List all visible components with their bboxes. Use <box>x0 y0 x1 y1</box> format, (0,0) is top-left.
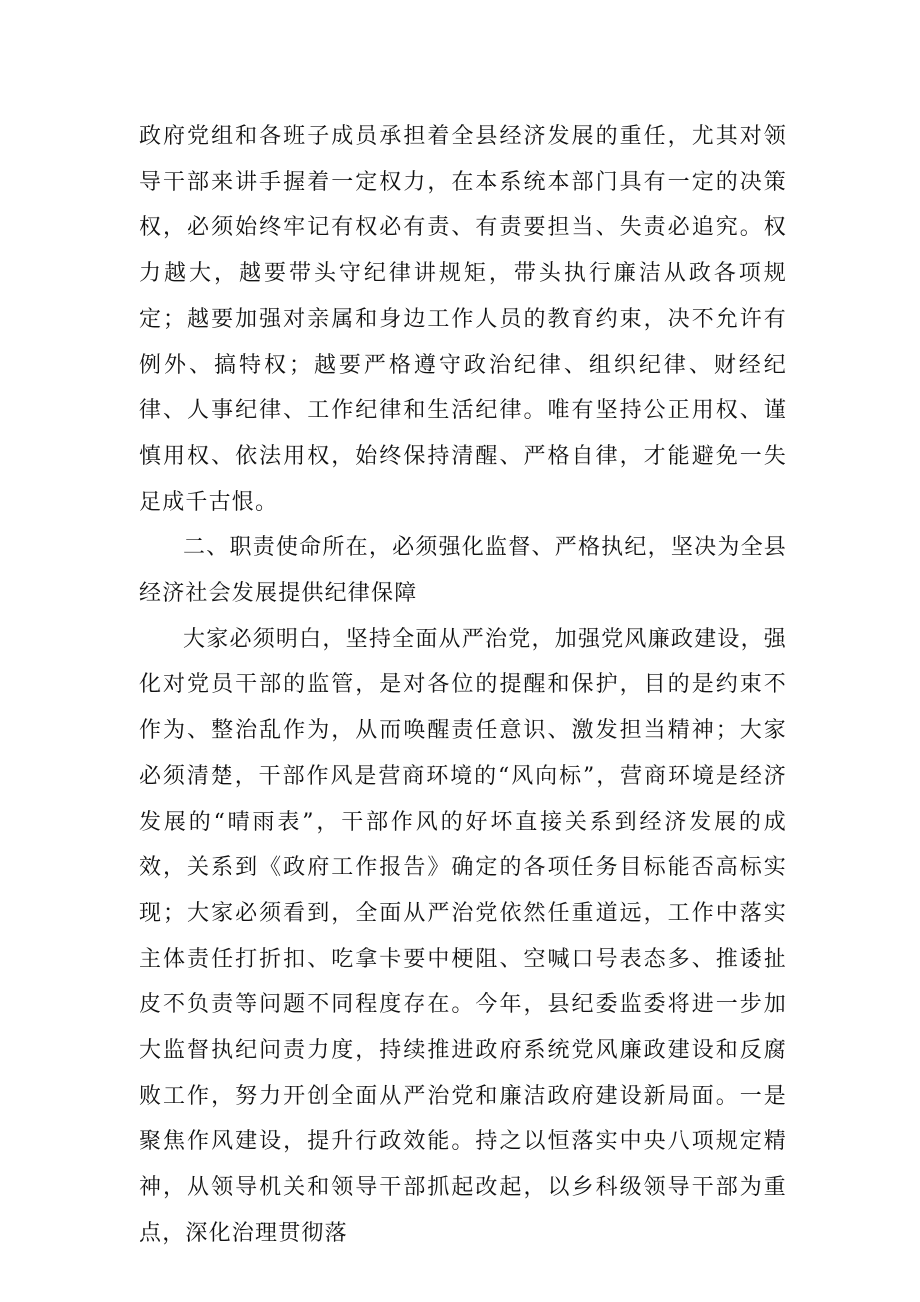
paragraph-supervision: 大家必须明白，坚持全面从严治党，加强党风廉政建设，强化对党员干部的监管，是对各位的提醒和保护，目的是约束不作为、整治乱作为，从而唤醒责任意识、激发担当精神；大家必须清楚，干部作风是营商环境的“风向标”，营商环境是经济发展的“晴雨表”，干部作风的好坏直接关系到经济发展的成效，关系到《政府工作报告》确定的各项任务目标能否高标实现；大家必须看到，全面从严治党依然任重道远，工作中落实主体责任打折扣、吃拿卡要中梗阻、空喊口号表态多、推诿扯皮不负责等问题不同程度存在。今年，县纪委监委将进一步加大监督执纪问责力度，持续推进政府系统党风廉政建设和反腐败工作，努力开创全面从严治党和廉洁政府建设新局面。一是聚焦作风建设，提升行政效能。持之以恒落实中央八项规定精神，从领导机关和领导干部抓起改起，以乡科级领导干部为重点，深化治理贯彻落 <box>139 626 787 1246</box>
document-page <box>139 114 787 1257</box>
paragraph-responsibility: 政府党组和各班子成员承担着全县经济发展的重任，尤其对领导干部来讲手握着一定权力，在本系统本部门具有一定的决策权，必须始终牢记有权必有责、有责要担当、失责必追究。权力越大，越要带头守纪律讲规矩，带头执行廉洁从政各项规定；越要加强对亲属和身边工作人员的教育约束，决不允许有例外、搞特权；越要严格遵守政治纪律、组织纪律、财经纪律、人事纪律、工作纪律和生活纪律。唯有坚持公正用权、谨慎用权、依法用权，始终保持清醒、严格自律，才能避免一失足成千古恨。 <box>139 124 787 515</box>
section-heading-two: 二、职责使命所在，必须强化监督、严格执纪，坚决为全县经济社会发展提供纪律保障 <box>139 535 787 607</box>
